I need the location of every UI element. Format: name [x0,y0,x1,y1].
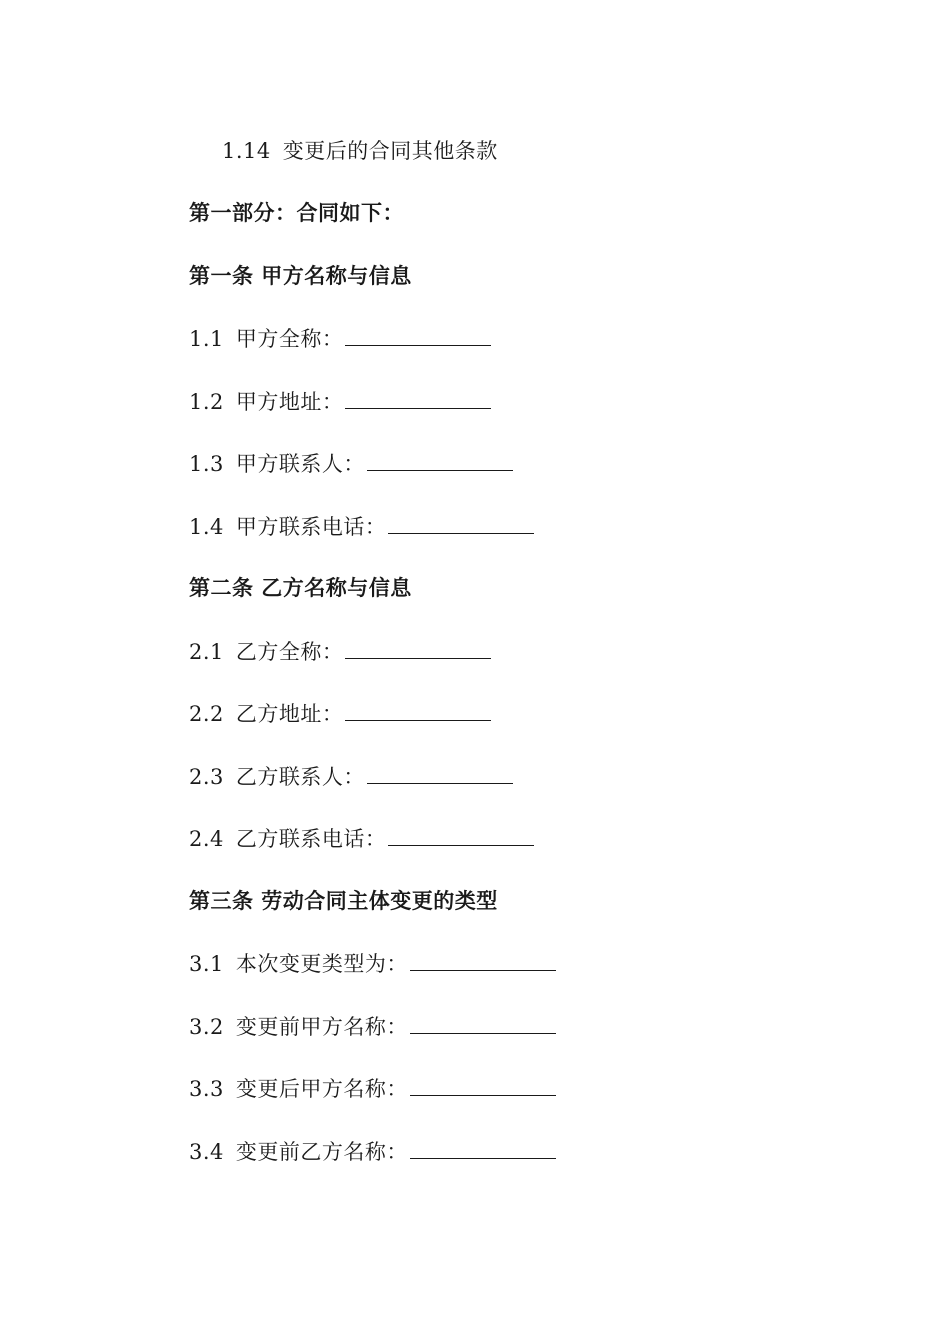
field-row [189,386,491,417]
field-number: 3.3 [189,1077,224,1101]
field-label: 本次变更类型为： [235,952,408,976]
fill-in-blank[interactable] [345,323,491,346]
clause-1-14 [222,136,498,166]
field-row [189,636,491,667]
field-row [189,1136,556,1167]
field-label: 甲方地址： [235,390,344,414]
fill-in-blank[interactable] [388,511,534,534]
field-label: 变更前甲方名称： [235,1015,408,1039]
part-heading: 第一部分：合同如下： [189,201,404,225]
article-3-heading: 第三条 劳动合同主体变更的类型 [189,889,498,913]
clause-text: 变更后的合同其他条款 [282,139,498,163]
field-row [189,1011,556,1042]
field-row [189,761,513,792]
field-number: 3.2 [189,1015,224,1039]
field-number: 2.1 [189,640,224,664]
fill-in-blank[interactable] [388,823,534,846]
field-number: 2.3 [189,765,224,789]
field-label: 甲方联系电话： [235,515,387,539]
field-row [189,698,491,729]
field-number: 1.1 [189,327,224,351]
article-2-heading: 第二条 乙方名称与信息 [189,576,412,600]
fill-in-blank[interactable] [410,948,556,971]
field-row [189,948,556,979]
field-number: 3.4 [189,1140,224,1164]
field-label: 乙方联系人： [235,765,365,789]
fill-in-blank[interactable] [410,1011,556,1034]
fill-in-blank[interactable] [345,386,491,409]
field-label: 乙方地址： [235,702,344,726]
fill-in-blank[interactable] [367,761,513,784]
field-row [189,511,534,542]
field-row [189,1073,556,1104]
field-number: 1.4 [189,515,224,539]
field-label: 变更前乙方名称： [235,1140,408,1164]
field-label: 变更后甲方名称： [235,1077,408,1101]
field-label: 乙方联系电话： [235,827,387,851]
fill-in-blank[interactable] [345,698,491,721]
fill-in-blank[interactable] [345,636,491,659]
field-number: 2.4 [189,827,224,851]
clause-number: 1.14 [222,139,271,163]
field-number: 1.3 [189,452,224,476]
fill-in-blank[interactable] [367,448,513,471]
field-row [189,448,513,479]
field-label: 甲方全称： [235,327,344,351]
fill-in-blank[interactable] [410,1073,556,1096]
article-1-heading: 第一条 甲方名称与信息 [189,264,412,288]
field-number: 2.2 [189,702,224,726]
field-number: 3.1 [189,952,224,976]
field-row [189,323,491,354]
field-number: 1.2 [189,390,224,414]
fill-in-blank[interactable] [410,1136,556,1159]
field-label: 乙方全称： [235,640,344,664]
field-label: 甲方联系人： [235,452,365,476]
field-row [189,823,534,854]
